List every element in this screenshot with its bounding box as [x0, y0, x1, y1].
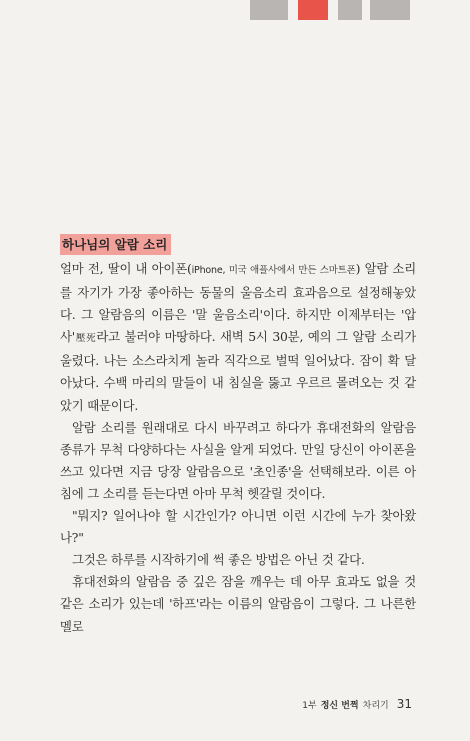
- paragraph-text: 라고 불러야 마땅하다. 새벽 5시 30분, 예의 그 알람 소리가 울렸다. 나는 소스라치게 놀라 직각으로 벌떡 일어났다. 잠이 확 달아났다. 수백 마리의 말들이 내 침실을 뚫고 우르르 몰려오는 것 같았기 때문이다.: [60, 329, 416, 413]
- paragraph: [60, 505, 416, 549]
- paragraph-text: 그것은 하루를 시작하기에 썩 좋은 방법은 아닌 것 같다.: [72, 552, 365, 568]
- paragraph-text: "뭐지? 일어나야 할 시간인가? 아니면 이런 시간에 누가 찾아왔나?": [60, 508, 416, 546]
- running-footer: [302, 697, 412, 711]
- section-heading: 하나님의 알람 소리: [60, 234, 171, 255]
- page-number: 31: [396, 697, 412, 711]
- decoration-block: [370, 0, 410, 20]
- paragraph-text: 얼마 전, 딸이 내 아이폰(: [60, 261, 192, 276]
- paragraph-annotation: 壓死: [74, 333, 97, 345]
- paragraph-text: ) 알람 소리를 자기가 가장 좋아하는 동물의 울음소리 효과음으로 설정해놓았다. 그 알람음의 이름은 '말 울음소리'이다. 하지만 이제부터는 '압사': [60, 261, 416, 345]
- paragraph: [60, 258, 416, 417]
- body-text: [60, 258, 416, 638]
- decoration-block: [338, 0, 362, 20]
- footer-title-bold: 정신 번쩍: [320, 701, 359, 711]
- decoration-block: [250, 0, 288, 20]
- section-heading-container: [60, 234, 171, 255]
- paragraph: [60, 549, 416, 571]
- paragraph: [60, 571, 416, 637]
- paragraph-annotation: iPhone, 미국 애플사에서 만든 스마트폰: [191, 265, 356, 276]
- paragraph: [60, 417, 416, 505]
- paragraph-text: 알람 소리를 원래대로 다시 바꾸려고 하다가 휴대전화의 알람음 종류가 무척 다양하다는 사실을 알게 되었다. 만일 당신이 아이폰을 쓰고 있다면 지금 당장 알람음으로 '초인종'을 선택해보라. 이른 아침에 그 소리를 듣는다면 아마 무척 헷갈릴 것이다.: [60, 419, 416, 501]
- paragraph-text: 휴대전화의 알람음 중 깊은 잠을 깨우는 데 아무 효과도 없을 것 같은 소리가 있는데 '하프'라는 이름의 알람음이 그렇다. 그 나른한 멜로: [60, 574, 416, 634]
- footer-title-rest: 차리기: [362, 701, 389, 711]
- decoration-block-accent: [298, 0, 328, 20]
- footer-part: 1부: [302, 701, 317, 711]
- chapter-title-decoration: [250, 0, 410, 20]
